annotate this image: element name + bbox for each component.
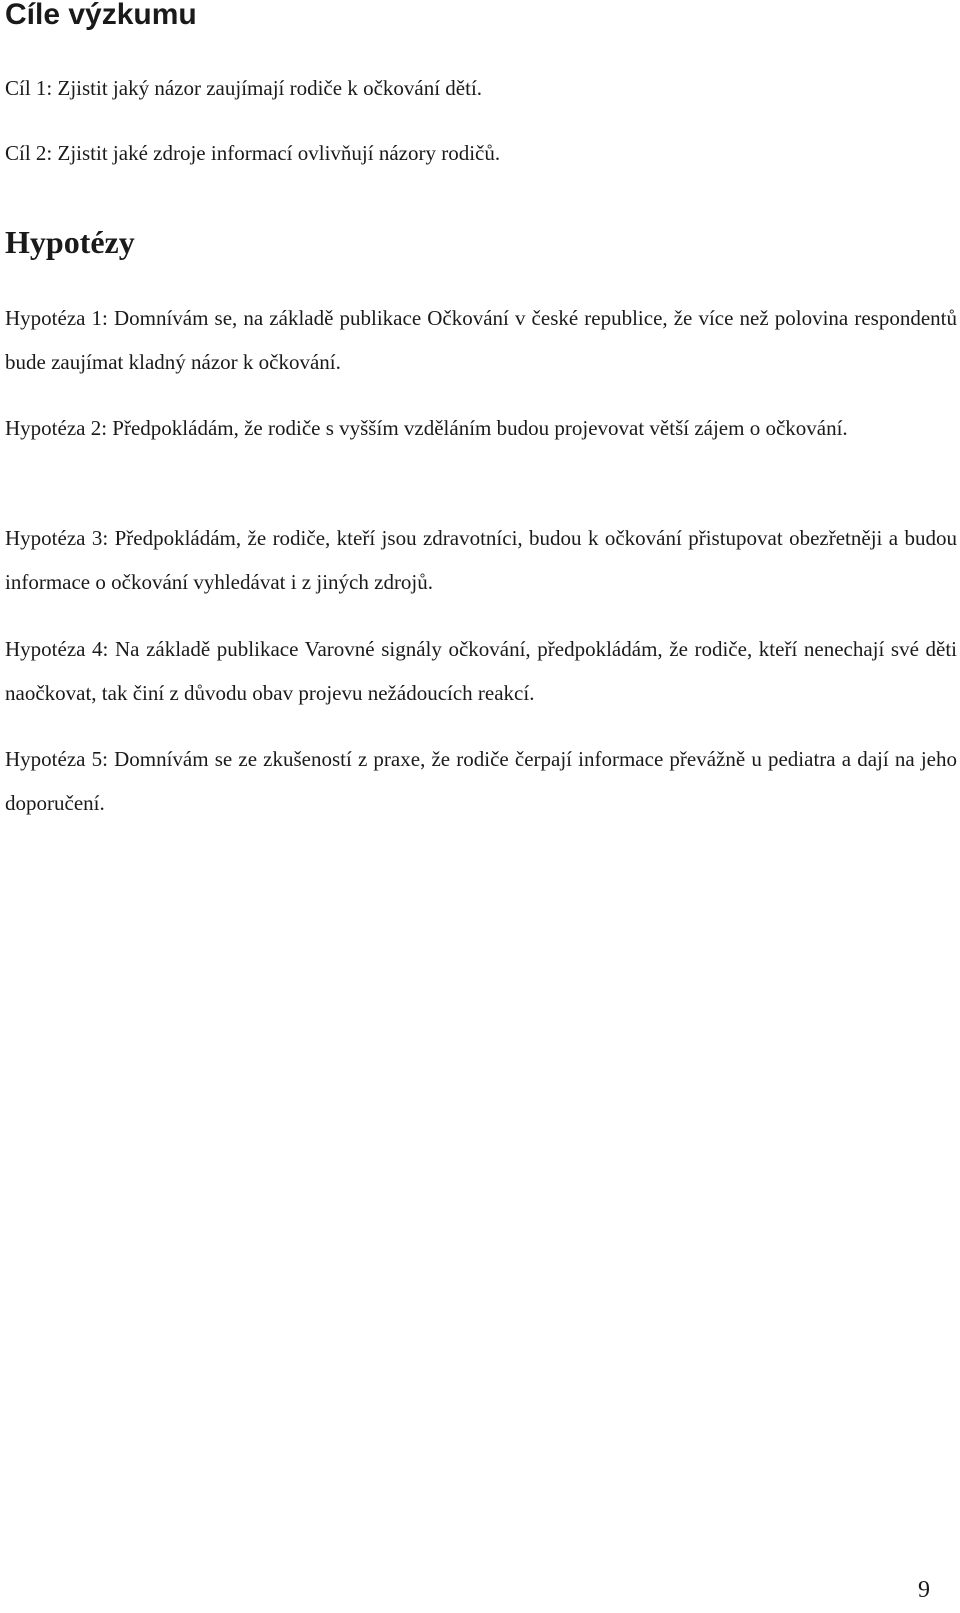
hypothesis-2: Hypotéza 2: Předpokládám, že rodiče s vyšším vzděláním budou projevovat větší zájem o očkování. xyxy=(5,416,848,440)
goal-1: Cíl 1: Zjistit jaký názor zaujímají rodiče k očkování dětí. xyxy=(5,76,483,100)
hypothesis-4: Hypotéza 4: Na základě publikace Varovné signály očkování, předpokládám, že rodiče, kteří nenechají své děti naočkovat, tak činí z důvodu obav projevu nežádoucích reakcí. xyxy=(5,637,957,705)
heading-hypotheses: Hypotézy xyxy=(5,224,135,260)
hypothesis-1: Hypotéza 1: Domnívám se, na základě publikace Očkování v české republice, že více než polovina respondentů bude zaujímat kladný názor k očkování. xyxy=(5,306,957,374)
goal-2: Cíl 2: Zjistit jaké zdroje informací ovlivňují názory rodičů. xyxy=(5,141,501,165)
heading-research-goals: Cíle výzkumu xyxy=(5,0,197,31)
page-number: 9 xyxy=(918,1577,930,1603)
hypothesis-3: Hypotéza 3: Předpokládám, že rodiče, kteří jsou zdravotníci, budou k očkování přistupovat obezřetněji a budou informace o očkování vyhledávat i z jiných zdrojů. xyxy=(5,526,957,594)
hypothesis-5: Hypotéza 5: Domnívám se ze zkušeností z praxe, že rodiče čerpají informace převážně u pediatra a dají na jeho doporučení. xyxy=(5,747,957,815)
